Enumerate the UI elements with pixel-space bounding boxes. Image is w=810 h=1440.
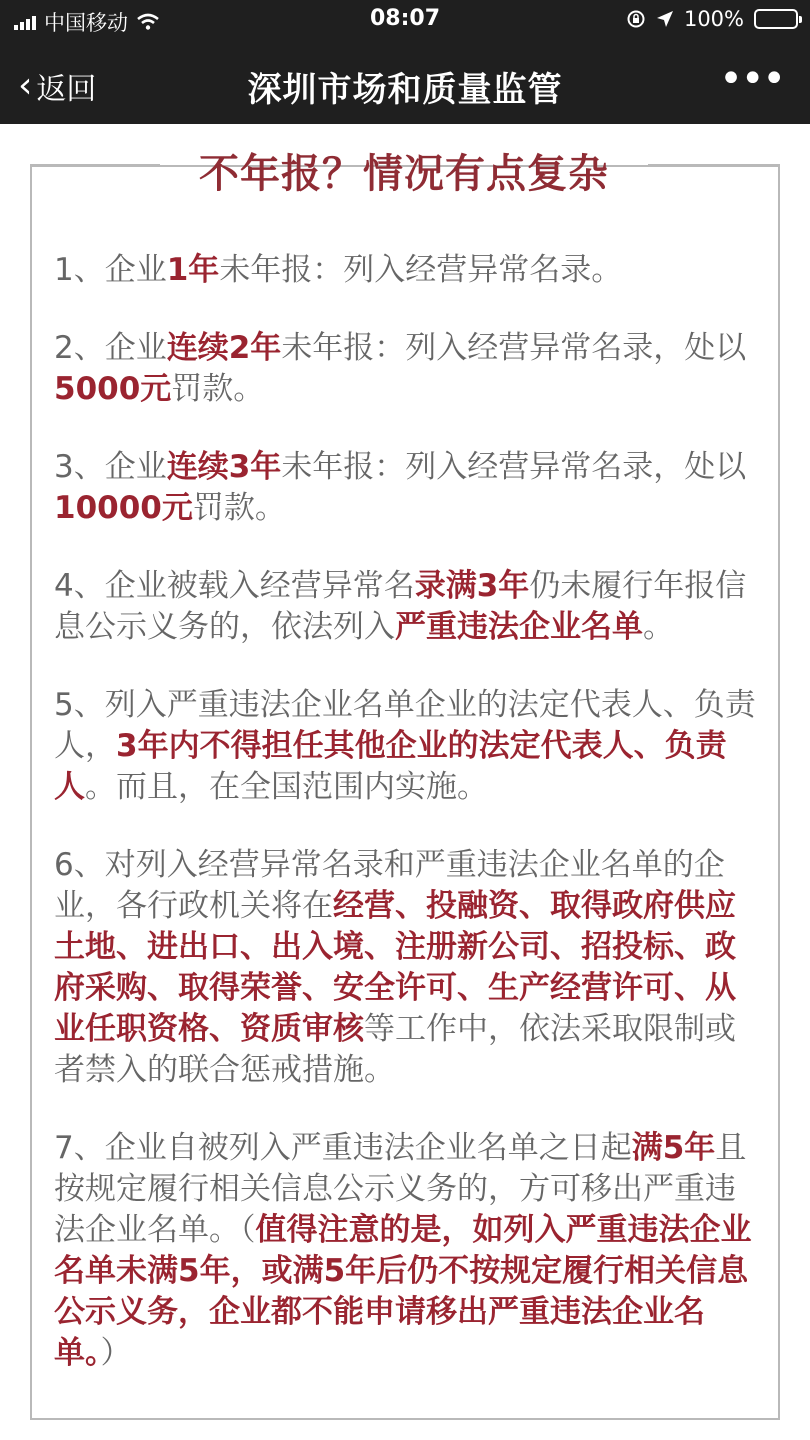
rotation-lock-icon <box>626 9 646 29</box>
battery-percent: 100% <box>683 7 744 31</box>
item-text: 等工作中，依法采取限制或者禁入的联合惩戒措施。 <box>54 1011 736 1088</box>
location-icon <box>656 10 674 28</box>
article-item <box>54 685 759 808</box>
item-text: 7、企业自被列入严重违法企业名单之日起 <box>54 1130 632 1166</box>
item-text: ） <box>100 1335 132 1371</box>
item-text: 罚款。 <box>192 490 286 526</box>
top-bar <box>0 0 810 124</box>
back-label: 返回 <box>36 72 97 107</box>
status-bar <box>0 0 810 40</box>
article-item <box>54 447 759 529</box>
item-text: 未年报：列入经营异常名录，处以 <box>281 449 747 485</box>
article-heading: 不年报？情况有点复杂 <box>199 151 609 197</box>
status-right <box>626 7 798 31</box>
item-text: 。 <box>643 609 674 645</box>
article-item <box>54 845 759 1091</box>
heading-divider-left <box>30 164 160 166</box>
article-item <box>54 250 759 291</box>
item-text: 1、企业 <box>54 252 167 288</box>
item-text: 且按规定履行相关信息公示义务的，方可移出严重违法企业名单。（ <box>54 1130 747 1248</box>
item-text: 罚款。 <box>171 371 265 407</box>
article-heading-area <box>0 130 810 200</box>
highlighted-text: 连续3年 <box>166 449 282 485</box>
nav-title: 深圳市场和质量监管 <box>247 70 563 110</box>
highlighted-text: 满5年 <box>631 1130 716 1166</box>
article-content <box>54 250 759 1411</box>
highlighted-text: 严重违法企业名单 <box>395 609 643 645</box>
heading-divider-right <box>648 164 780 166</box>
article-item <box>54 566 759 648</box>
battery-icon <box>754 9 798 29</box>
status-time: 08:07 <box>369 6 441 31</box>
item-text: 4、企业被载入经营异常名 <box>54 568 415 604</box>
highlighted-text: 连续2年 <box>166 330 282 366</box>
carrier-name: 中国移动 <box>44 11 128 35</box>
highlighted-text: 5000元 <box>54 371 172 407</box>
chevron-left-icon: ‹ <box>18 65 33 106</box>
item-text: 2、企业 <box>54 330 167 366</box>
item-text: 5、列入严重违法企业名单企业的法定代表人、负责人， <box>54 687 756 764</box>
item-text: 6、对列入经营异常名录和严重违法企业名单的企业，各行政机关将在 <box>54 847 725 924</box>
highlighted-text: 3年内不得担任其他企业的法定代表人、负责人 <box>54 728 727 805</box>
highlighted-text: 经营、投融资、取得政府供应土地、进出口、出入境、注册新公司、招投标、政府采购、取得荣誉、安全许可、生产经营许可、从业任职资格、资质审核 <box>54 888 736 1047</box>
highlighted-text: 10000元 <box>54 490 193 526</box>
nav-bar <box>0 40 810 124</box>
more-options-button[interactable]: ••• <box>719 56 784 102</box>
article-item <box>54 1128 759 1374</box>
highlighted-text: 录满3年 <box>414 568 530 604</box>
item-text: 。而且，在全国范围内实施。 <box>85 769 488 805</box>
highlighted-text: 1年 <box>166 252 220 288</box>
highlighted-text: 值得注意的是，如列入严重违法企业名单未满5年，或满5年后仍不按规定履行相关信息公示义务，企业都不能申请移出严重违法企业名单。 <box>54 1212 752 1371</box>
item-text: 仍未履行年报信息公示义务的，依法列入 <box>54 568 747 645</box>
item-text: 未年报：列入经营异常名录。 <box>219 252 623 288</box>
article-item <box>54 328 759 410</box>
item-text: 未年报：列入经营异常名录，处以 <box>281 330 747 366</box>
item-text: 3、企业 <box>54 449 167 485</box>
